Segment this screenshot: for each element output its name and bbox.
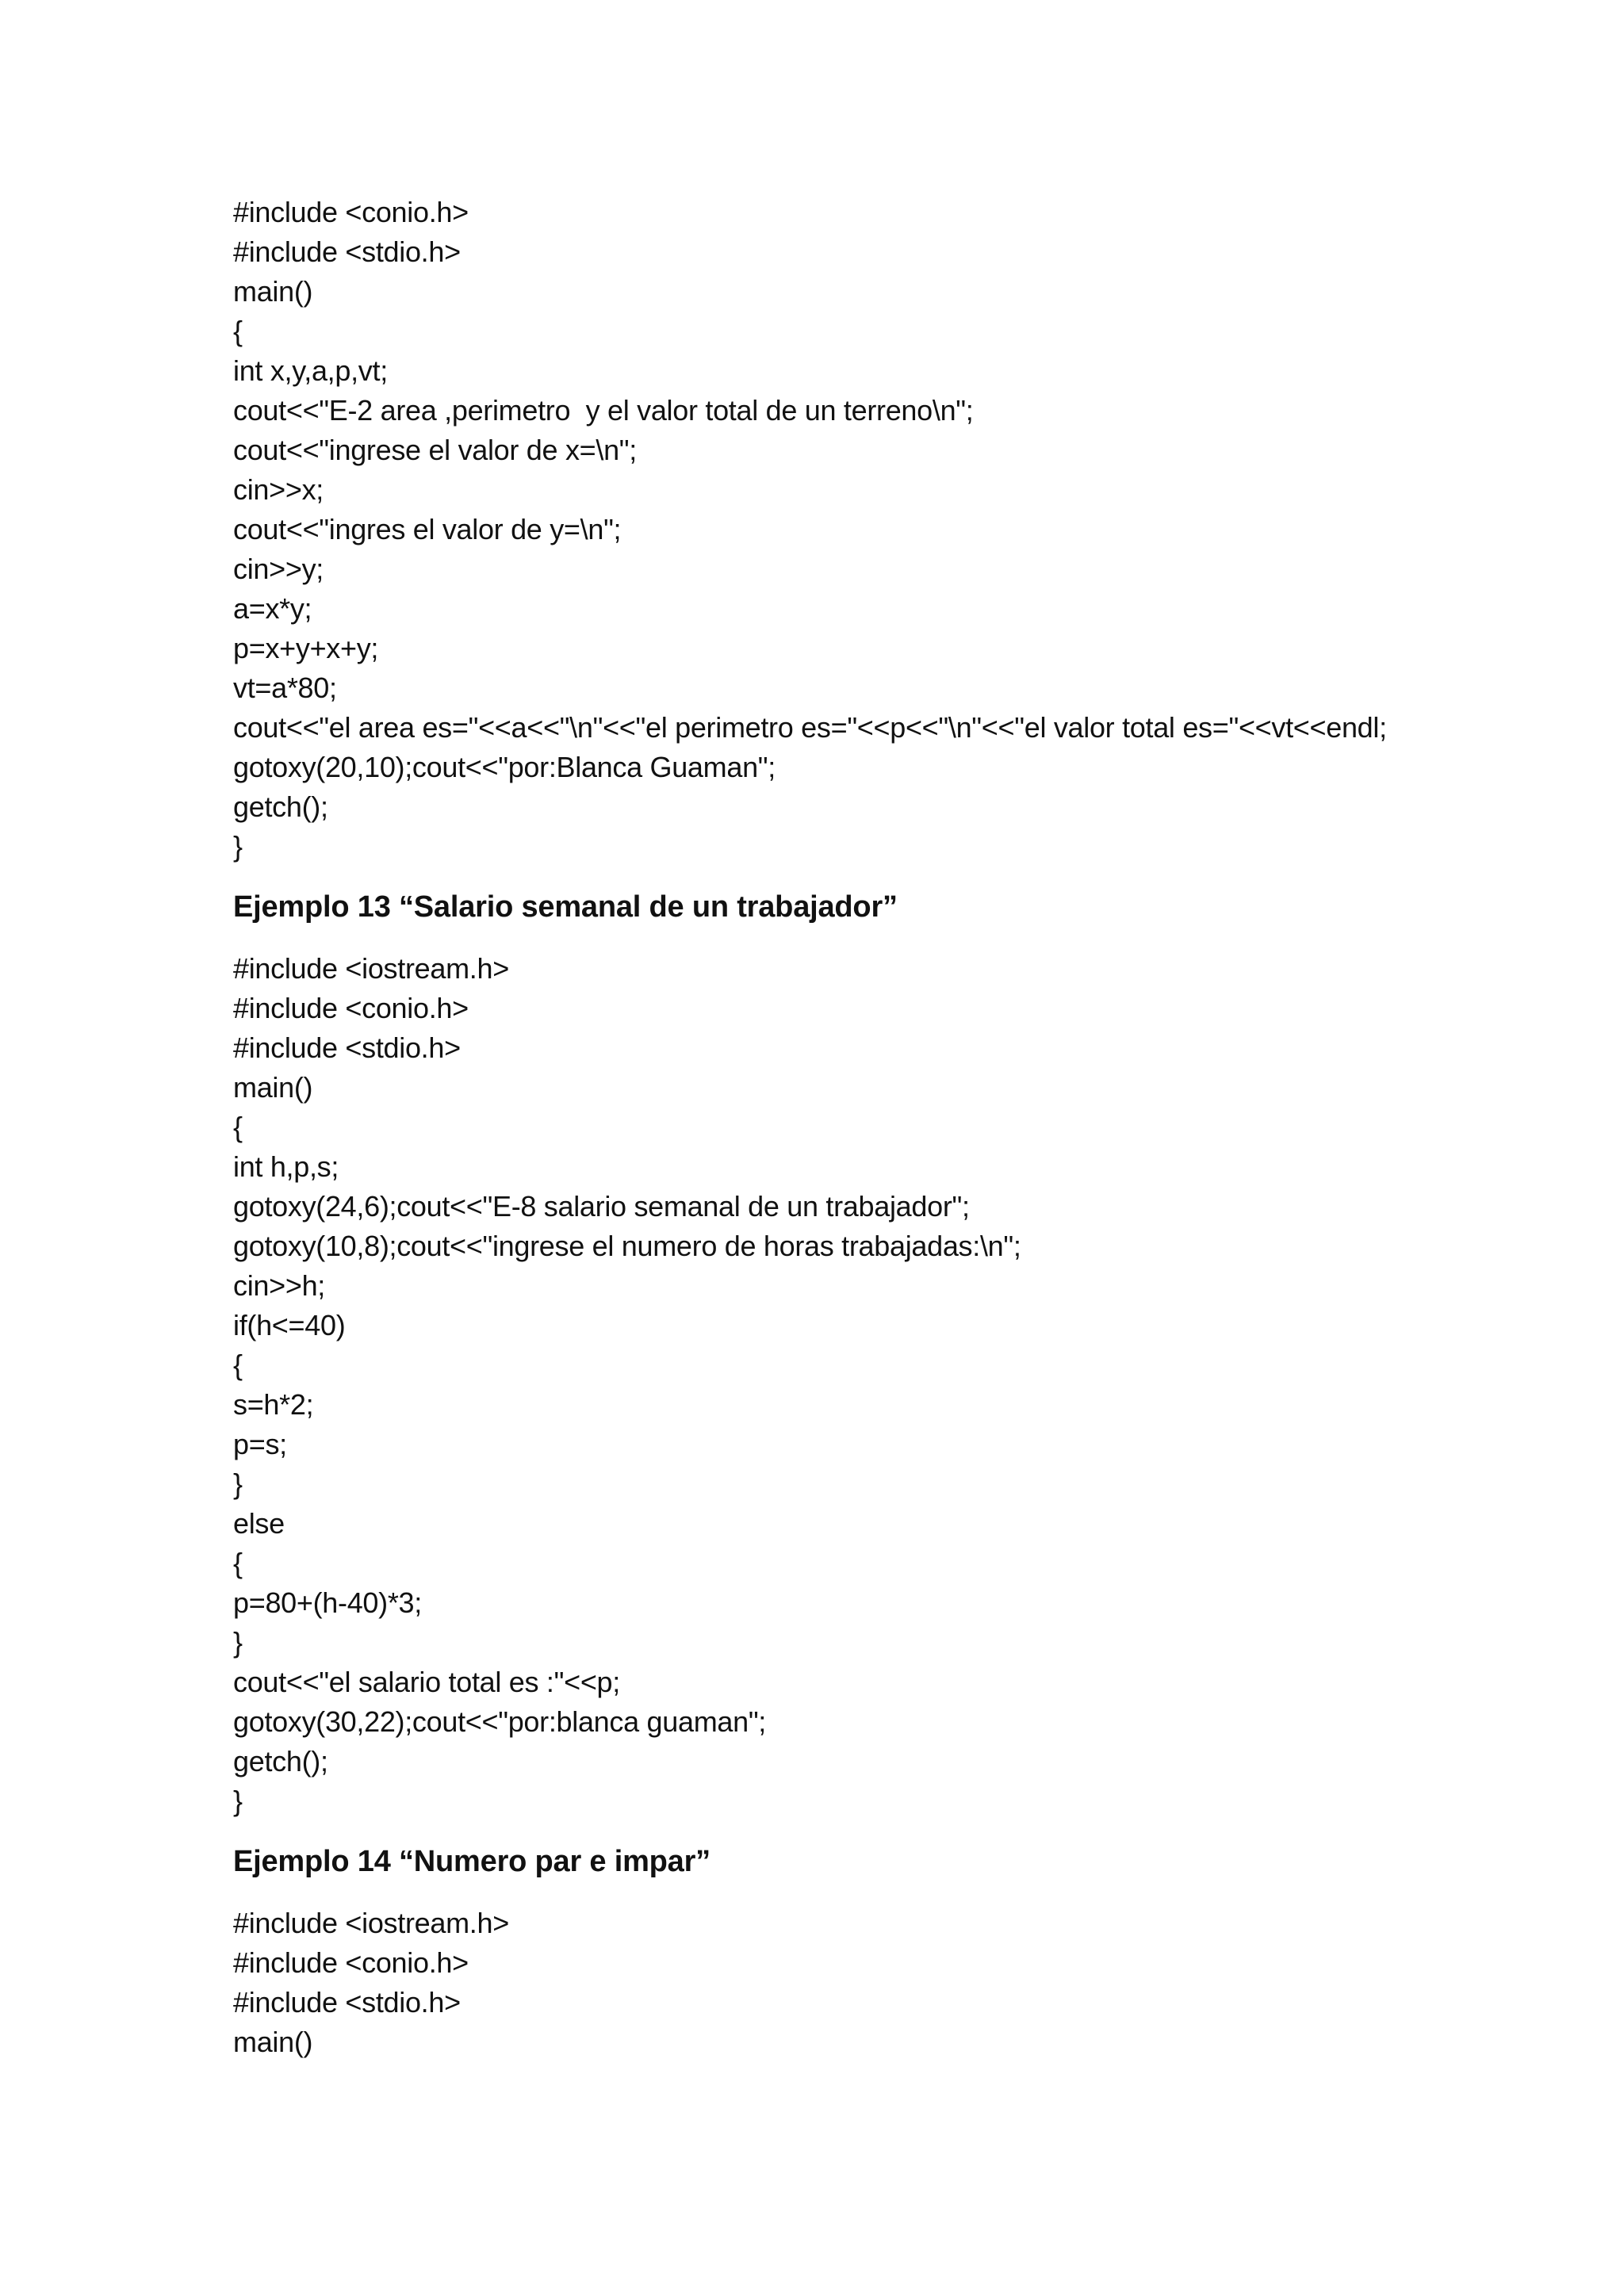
code-line: int h,p,s;: [233, 1150, 339, 1183]
code-line: p=x+y+x+y;: [233, 632, 379, 664]
code-line: else: [233, 1507, 285, 1540]
code-line: main(): [233, 2026, 313, 2058]
code-line: cout<<"E-2 area ,perimetro y el valor total de un terreno\n";: [233, 394, 974, 427]
code-line: cin>>x;: [233, 473, 324, 506]
code-line: if(h<=40): [233, 1309, 346, 1341]
code-line: #include <stdio.h>: [233, 235, 461, 268]
code-line: #include <conio.h>: [233, 992, 469, 1024]
code-line: main(): [233, 1071, 313, 1104]
code-line: cin>>h;: [233, 1269, 325, 1302]
code-line: }: [233, 830, 243, 863]
code-line: getch();: [233, 1745, 328, 1777]
code-line: #include <conio.h>: [233, 1946, 469, 1979]
document-body: [233, 193, 1534, 2062]
code-line: main(): [233, 275, 313, 308]
code-line: }: [233, 1626, 243, 1659]
code-line: vt=a*80;: [233, 672, 337, 704]
code-line: }: [233, 1785, 243, 1817]
code-line: gotoxy(24,6);cout<<"E-8 salario semanal de un trabajador";: [233, 1190, 970, 1223]
code-line: int x,y,a,p,vt;: [233, 354, 388, 387]
code-line: gotoxy(10,8);cout<<"ingrese el numero de horas trabajadas:\n";: [233, 1230, 1021, 1262]
code-line: #include <stdio.h>: [233, 1986, 461, 2019]
code-line: {: [233, 1547, 243, 1579]
code-line: a=x*y;: [233, 592, 312, 625]
code-line: {: [233, 1111, 243, 1143]
section-heading-ejemplo-13: Ejemplo 13 “Salario semanal de un trabajador”: [233, 890, 898, 924]
code-line: {: [233, 1349, 243, 1381]
code-line: p=80+(h-40)*3;: [233, 1586, 422, 1619]
code-line: {: [233, 315, 243, 347]
code-line: cout<<"el area es="<<a<<"\n"<<"el perimetro es="<<p<<"\n"<<"el valor total es="<<vt<<endl;: [233, 711, 1387, 744]
code-line: cin>>y;: [233, 553, 324, 585]
code-line: p=s;: [233, 1428, 287, 1460]
code-line: gotoxy(30,22);cout<<"por:blanca guaman";: [233, 1705, 767, 1738]
code-line: cout<<"el salario total es :"<<p;: [233, 1666, 620, 1698]
code-line: getch();: [233, 790, 328, 823]
code-block-salario: [233, 949, 1534, 1821]
code-block-par-impar: [233, 1904, 1534, 2062]
code-line: cout<<"ingrese el valor de x=\n";: [233, 434, 637, 466]
code-line: cout<<"ingres el valor de y=\n";: [233, 513, 622, 545]
code-block-terreno: [233, 193, 1534, 867]
code-line: }: [233, 1468, 243, 1500]
code-line: #include <iostream.h>: [233, 952, 509, 985]
code-line: gotoxy(20,10);cout<<"por:Blanca Guaman";: [233, 751, 776, 783]
section-heading-ejemplo-14: Ejemplo 14 “Numero par e impar”: [233, 1845, 710, 1878]
code-line: #include <stdio.h>: [233, 1031, 461, 1064]
code-line: #include <conio.h>: [233, 196, 469, 228]
code-line: #include <iostream.h>: [233, 1907, 509, 1939]
code-line: s=h*2;: [233, 1388, 314, 1421]
